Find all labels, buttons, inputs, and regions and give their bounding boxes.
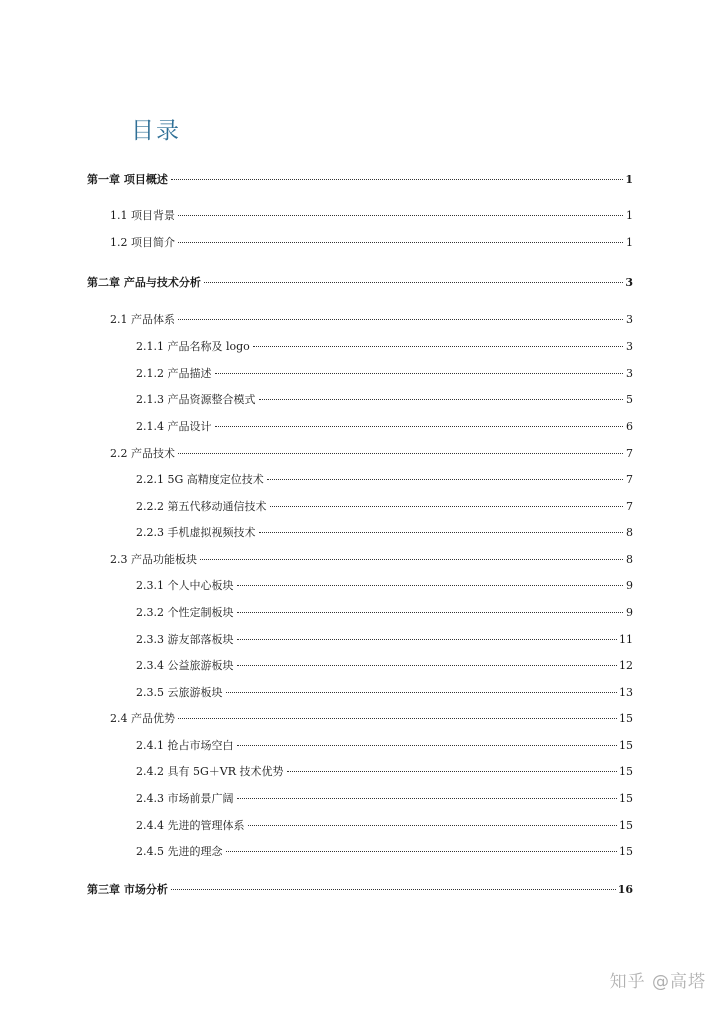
toc-entry-chapter-3[interactable] [87, 882, 633, 898]
toc-entry-label: 2.3 产品功能板块 [110, 553, 197, 566]
toc-entry-2-2-3[interactable] [136, 525, 633, 541]
toc-entry-2-3-5[interactable] [136, 685, 633, 701]
toc-entry-2-1-3[interactable] [136, 392, 633, 408]
toc-entry-label: 2.4 产品优势 [110, 712, 175, 725]
toc-entry-page: 5 [626, 393, 633, 406]
toc-entry-label: 2.2.2 第五代移动通信技术 [136, 500, 267, 513]
toc-leader-dots [237, 585, 624, 586]
toc-entry-page: 16 [617, 883, 633, 896]
toc-entry-label: 2.4.3 市场前景广阔 [136, 792, 234, 805]
toc-leader-dots [259, 532, 624, 533]
toc-entry-label: 2.3.2 个性定制板块 [136, 606, 234, 619]
toc-entry-label: 第三章 市场分析 [87, 883, 168, 896]
toc-leader-dots [215, 426, 624, 427]
toc-entry-label: 2.3.4 公益旅游板块 [136, 659, 234, 672]
toc-entry-2-1-1[interactable] [136, 339, 633, 355]
toc-entry-2-3[interactable] [110, 552, 633, 568]
toc-leader-dots [171, 179, 623, 180]
toc-entry-page: 3 [626, 367, 633, 380]
toc-leader-dots [287, 771, 618, 772]
toc-entry-chapter-1[interactable] [87, 172, 633, 188]
toc-leader-dots [178, 718, 617, 719]
toc-entry-label: 2.2.1 5G 高精度定位技术 [136, 473, 264, 486]
toc-entry-2-3-2[interactable] [136, 605, 633, 621]
toc-entry-page: 15 [619, 765, 633, 778]
toc-entry-page: 15 [619, 819, 633, 832]
toc-entry-label: 2.2 产品技术 [110, 447, 175, 460]
toc-entry-page: 7 [626, 500, 633, 513]
toc-entry-label: 2.1.4 产品设计 [136, 420, 212, 433]
toc-entry-2-4-4[interactable] [136, 818, 633, 834]
toc-entry-label: 2.3.3 游友部落板块 [136, 633, 234, 646]
toc-entry-2-4-3[interactable] [136, 791, 633, 807]
toc-entry-label: 2.4.5 先进的理念 [136, 845, 223, 858]
toc-entry-page: 3 [626, 340, 633, 353]
toc-entry-page: 13 [619, 686, 633, 699]
toc-entry-label: 2.3.5 云旅游板块 [136, 686, 223, 699]
toc-leader-dots [248, 825, 618, 826]
toc-entry-label: 2.4.4 先进的管理体系 [136, 819, 245, 832]
toc-entry-label: 1.1 项目背景 [110, 209, 175, 222]
toc-leader-dots [270, 506, 624, 507]
toc-leader-dots [237, 745, 618, 746]
toc-leader-dots [237, 639, 618, 640]
toc-entry-page: 15 [619, 712, 633, 725]
toc-entry-page: 3 [625, 276, 633, 289]
toc-leader-dots [237, 798, 618, 799]
toc-entry-2-2[interactable] [110, 446, 633, 462]
toc-entry-page: 12 [619, 659, 633, 672]
toc-entry-page: 9 [626, 579, 633, 592]
toc-entry-page: 15 [619, 792, 633, 805]
toc-leader-dots [200, 559, 623, 560]
toc-entry-page: 7 [626, 473, 633, 486]
watermark-text: 知乎 @高塔 [609, 972, 706, 992]
toc-entry-page: 11 [619, 633, 633, 646]
toc-entry-page: 3 [626, 313, 633, 326]
toc-leader-dots [204, 282, 623, 283]
toc-entry-2-2-2[interactable] [136, 499, 633, 515]
toc-entry-label: 2.1.1 产品名称及 logo [136, 340, 250, 353]
toc-leader-dots [178, 242, 623, 243]
toc-entry-page: 1 [626, 236, 633, 249]
toc-entry-2-1[interactable] [110, 312, 633, 328]
toc-entry-page: 1 [625, 173, 633, 186]
toc-entry-page: 8 [626, 553, 633, 566]
toc-leader-dots [178, 215, 623, 216]
toc-entry-label: 第二章 产品与技术分析 [87, 276, 201, 289]
toc-leader-dots [178, 319, 623, 320]
toc-entry-2-3-3[interactable] [136, 632, 633, 648]
toc-leader-dots [267, 479, 623, 480]
toc-entry-page: 9 [626, 606, 633, 619]
toc-entry-1-2[interactable] [110, 235, 633, 251]
toc-entry-label: 2.3.1 个人中心板块 [136, 579, 234, 592]
toc-entry-2-2-1[interactable] [136, 472, 633, 488]
toc-entry-label: 2.2.3 手机虚拟视频技术 [136, 526, 256, 539]
page-title: 目录 [131, 118, 181, 144]
toc-entry-label: 2.1 产品体系 [110, 313, 175, 326]
toc-entry-2-3-1[interactable] [136, 578, 633, 594]
toc-entry-2-4[interactable] [110, 711, 633, 727]
toc-entry-page: 1 [626, 209, 633, 222]
toc-entry-2-1-2[interactable] [136, 366, 633, 382]
toc-entry-label: 1.2 项目简介 [110, 236, 175, 249]
toc-leader-dots [215, 373, 624, 374]
toc-entry-page: 15 [619, 739, 633, 752]
toc-leader-dots [178, 453, 623, 454]
toc-leader-dots [226, 692, 618, 693]
toc-entry-label: 2.1.2 产品描述 [136, 367, 212, 380]
toc-entry-page: 15 [619, 845, 633, 858]
toc-entry-label: 2.1.3 产品资源整合模式 [136, 393, 256, 406]
toc-entry-label: 2.4.2 具有 5G＋VR 技术优势 [136, 765, 284, 778]
toc-entry-page: 6 [626, 420, 633, 433]
toc-leader-dots [237, 612, 624, 613]
toc-entry-2-4-5[interactable] [136, 844, 633, 860]
toc-leader-dots [259, 399, 624, 400]
toc-leader-dots [253, 346, 623, 347]
toc-leader-dots [237, 665, 618, 666]
toc-entry-label: 2.4.1 抢占市场空白 [136, 739, 234, 752]
toc-entry-2-4-1[interactable] [136, 738, 633, 754]
toc-leader-dots [171, 889, 616, 890]
toc-entry-page: 8 [626, 526, 633, 539]
toc-entry-label: 第一章 项目概述 [87, 173, 168, 186]
toc-entry-chapter-2[interactable] [87, 275, 633, 291]
toc-entry-1-1[interactable] [110, 208, 633, 224]
toc-entry-2-1-4[interactable] [136, 419, 633, 435]
toc-entry-page: 7 [626, 447, 633, 460]
toc-leader-dots [226, 851, 618, 852]
toc-entry-2-3-4[interactable] [136, 658, 633, 674]
toc-entry-2-4-2[interactable] [136, 764, 633, 780]
